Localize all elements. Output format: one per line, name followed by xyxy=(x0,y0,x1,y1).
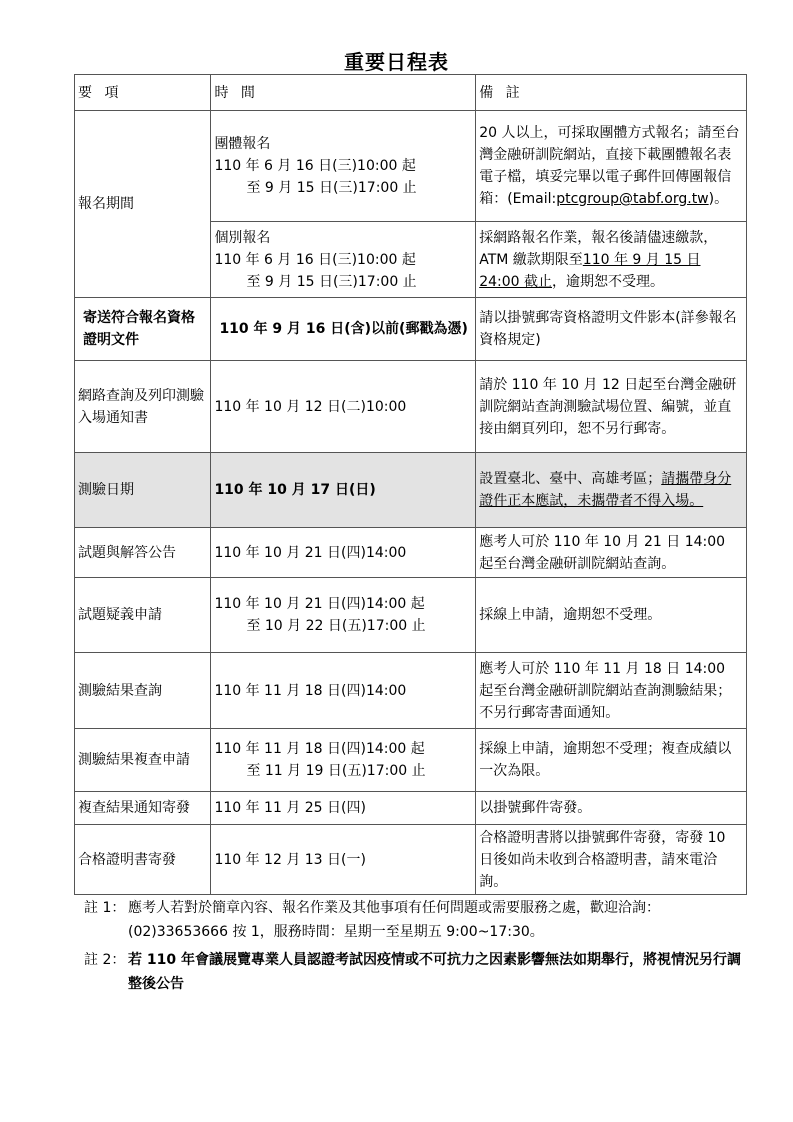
note-cell: 合格證明書將以掛號郵件寄發，寄發 10 日後如尚未收到合格證明書，請來電洽詢。 xyxy=(476,825,747,895)
id-requirement-text: 請攜帶身分證件正本應試，未攜帶者不得入場。 xyxy=(479,471,732,509)
header-time: 時 間 xyxy=(211,75,476,111)
note-cell: 採線上申請，逾期恕不受理；複查成績以一次為限。 xyxy=(476,729,747,792)
table-row xyxy=(75,653,747,729)
table-row xyxy=(75,298,747,361)
item-cell: 寄送符合報名資格證明文件 xyxy=(75,298,211,361)
note-text: )。 xyxy=(708,191,729,207)
footnotes xyxy=(84,896,754,996)
item-cell: 報名期間 xyxy=(75,111,211,298)
footnote-text: 若 110 年會議展覽專業人員認證考試因疫情或不可抗力之因素影響無法如期舉行，將視情況另行調整後公告 xyxy=(128,952,741,992)
time-cell xyxy=(211,578,476,653)
note-cell: 請於 110 年 10 月 12 日起至台灣金融研訓院網站查詢測驗試場位置、編號，並直接由網頁列印，恕不另行郵寄。 xyxy=(476,361,747,453)
footnote-text: 應考人若對於簡章內容、報名作業及其他事項有任何問題或需要服務之處，歡迎洽詢：(02)33653666 按 1，服務時間：星期一至星期五 9:00~17:30。 xyxy=(128,900,660,940)
time-cell xyxy=(211,729,476,792)
table-row xyxy=(75,361,747,453)
item-cell: 試題與解答公告 xyxy=(75,528,211,578)
table-row xyxy=(75,578,747,653)
item-cell: 複查結果通知寄發 xyxy=(75,792,211,825)
note-cell: 應考人可於 110 年 10 月 21 日 14:00 起至台灣金融研訓院網站查詢。 xyxy=(476,528,747,578)
table-row xyxy=(75,111,747,222)
table-header-row xyxy=(75,75,747,111)
item-cell: 測驗結果查詢 xyxy=(75,653,211,729)
time-line: 個別報名 xyxy=(214,229,271,246)
time-line: 至 9 月 15 日(三)17:00 止 xyxy=(246,180,417,196)
deadline-text: 110 年 9 月 15 日 24:00 截止 xyxy=(479,251,701,290)
time-cell: 110 年 10 月 12 日(二)10:00 xyxy=(211,361,476,453)
page-title: 重要日程表 xyxy=(344,50,449,74)
time-line: 110 年 6 月 16 日(三)10:00 起 xyxy=(214,158,416,174)
table-row xyxy=(75,528,747,578)
note-cell xyxy=(476,222,747,298)
time-cell: 110 年 10 月 21 日(四)14:00 xyxy=(211,528,476,578)
note-text: 設置臺北、臺中、高雄考區； xyxy=(479,471,662,487)
note-cell: 請以掛號郵寄資格證明文件影本(詳參報名資格規定) xyxy=(476,298,747,361)
time-line: 至 11 月 19 日(五)17:00 止 xyxy=(246,763,426,779)
footnote-label: 註 2： xyxy=(84,952,126,968)
note-text: ，逾期恕不受理。 xyxy=(552,273,664,290)
table-row xyxy=(75,729,747,792)
item-cell: 合格證明書寄發 xyxy=(75,825,211,895)
header-note: 備 註 xyxy=(476,75,747,111)
header-item: 要 項 xyxy=(75,75,211,111)
email-link[interactable]: ptcgroup@tabf.org.tw xyxy=(556,191,709,207)
item-cell: 試題疑義申請 xyxy=(75,578,211,653)
footnote-2 xyxy=(84,948,754,996)
table-row xyxy=(75,825,747,895)
time-line: 至 10 月 22 日(五)17:00 止 xyxy=(246,618,426,634)
note-text: 採網路報名作業，報名後請儘速繳款，ATM 繳款期限至 xyxy=(479,229,718,268)
time-line: 110 年 11 月 18 日(四)14:00 起 xyxy=(214,741,425,757)
time-line: 110 年 6 月 16 日(三)10:00 起 xyxy=(214,251,416,268)
item-cell: 測驗結果複查申請 xyxy=(75,729,211,792)
table-row xyxy=(75,792,747,825)
footnote-1 xyxy=(84,896,754,944)
time-cell xyxy=(211,111,476,222)
time-cell: 110 年 10 月 17 日(日) xyxy=(211,453,476,528)
note-cell xyxy=(476,453,747,528)
note-cell xyxy=(476,111,747,222)
note-text: 20 人以上，可採取團體方式報名；請至台灣金融研訓院網站，直接下載團體報名表電子檔，填妥完畢以電子郵件回傳團報信箱：(Email: xyxy=(479,125,740,207)
schedule-table xyxy=(74,74,747,895)
time-cell: 110 年 9 月 16 日(含)以前(郵戳為憑) xyxy=(211,298,476,361)
item-cell: 測驗日期 xyxy=(75,453,211,528)
time-line: 110 年 10 月 21 日(四)14:00 起 xyxy=(214,596,425,612)
note-cell: 應考人可於 110 年 11 月 18 日 14:00 起至台灣金融研訓院網站查詢測驗結果；不另行郵寄書面通知。 xyxy=(476,653,747,729)
time-cell: 110 年 11 月 25 日(四) xyxy=(211,792,476,825)
table-row xyxy=(75,453,747,528)
time-line: 團體報名 xyxy=(214,136,271,152)
note-cell: 採線上申請，逾期恕不受理。 xyxy=(476,578,747,653)
note-cell: 以掛號郵件寄發。 xyxy=(476,792,747,825)
time-cell xyxy=(211,222,476,298)
item-cell: 網路查詢及列印測驗入場通知書 xyxy=(75,361,211,453)
time-cell: 110 年 11 月 18 日(四)14:00 xyxy=(211,653,476,729)
time-line: 至 9 月 15 日(三)17:00 止 xyxy=(246,273,417,290)
footnote-label: 註 1： xyxy=(84,900,126,916)
time-cell: 110 年 12 月 13 日(一) xyxy=(211,825,476,895)
